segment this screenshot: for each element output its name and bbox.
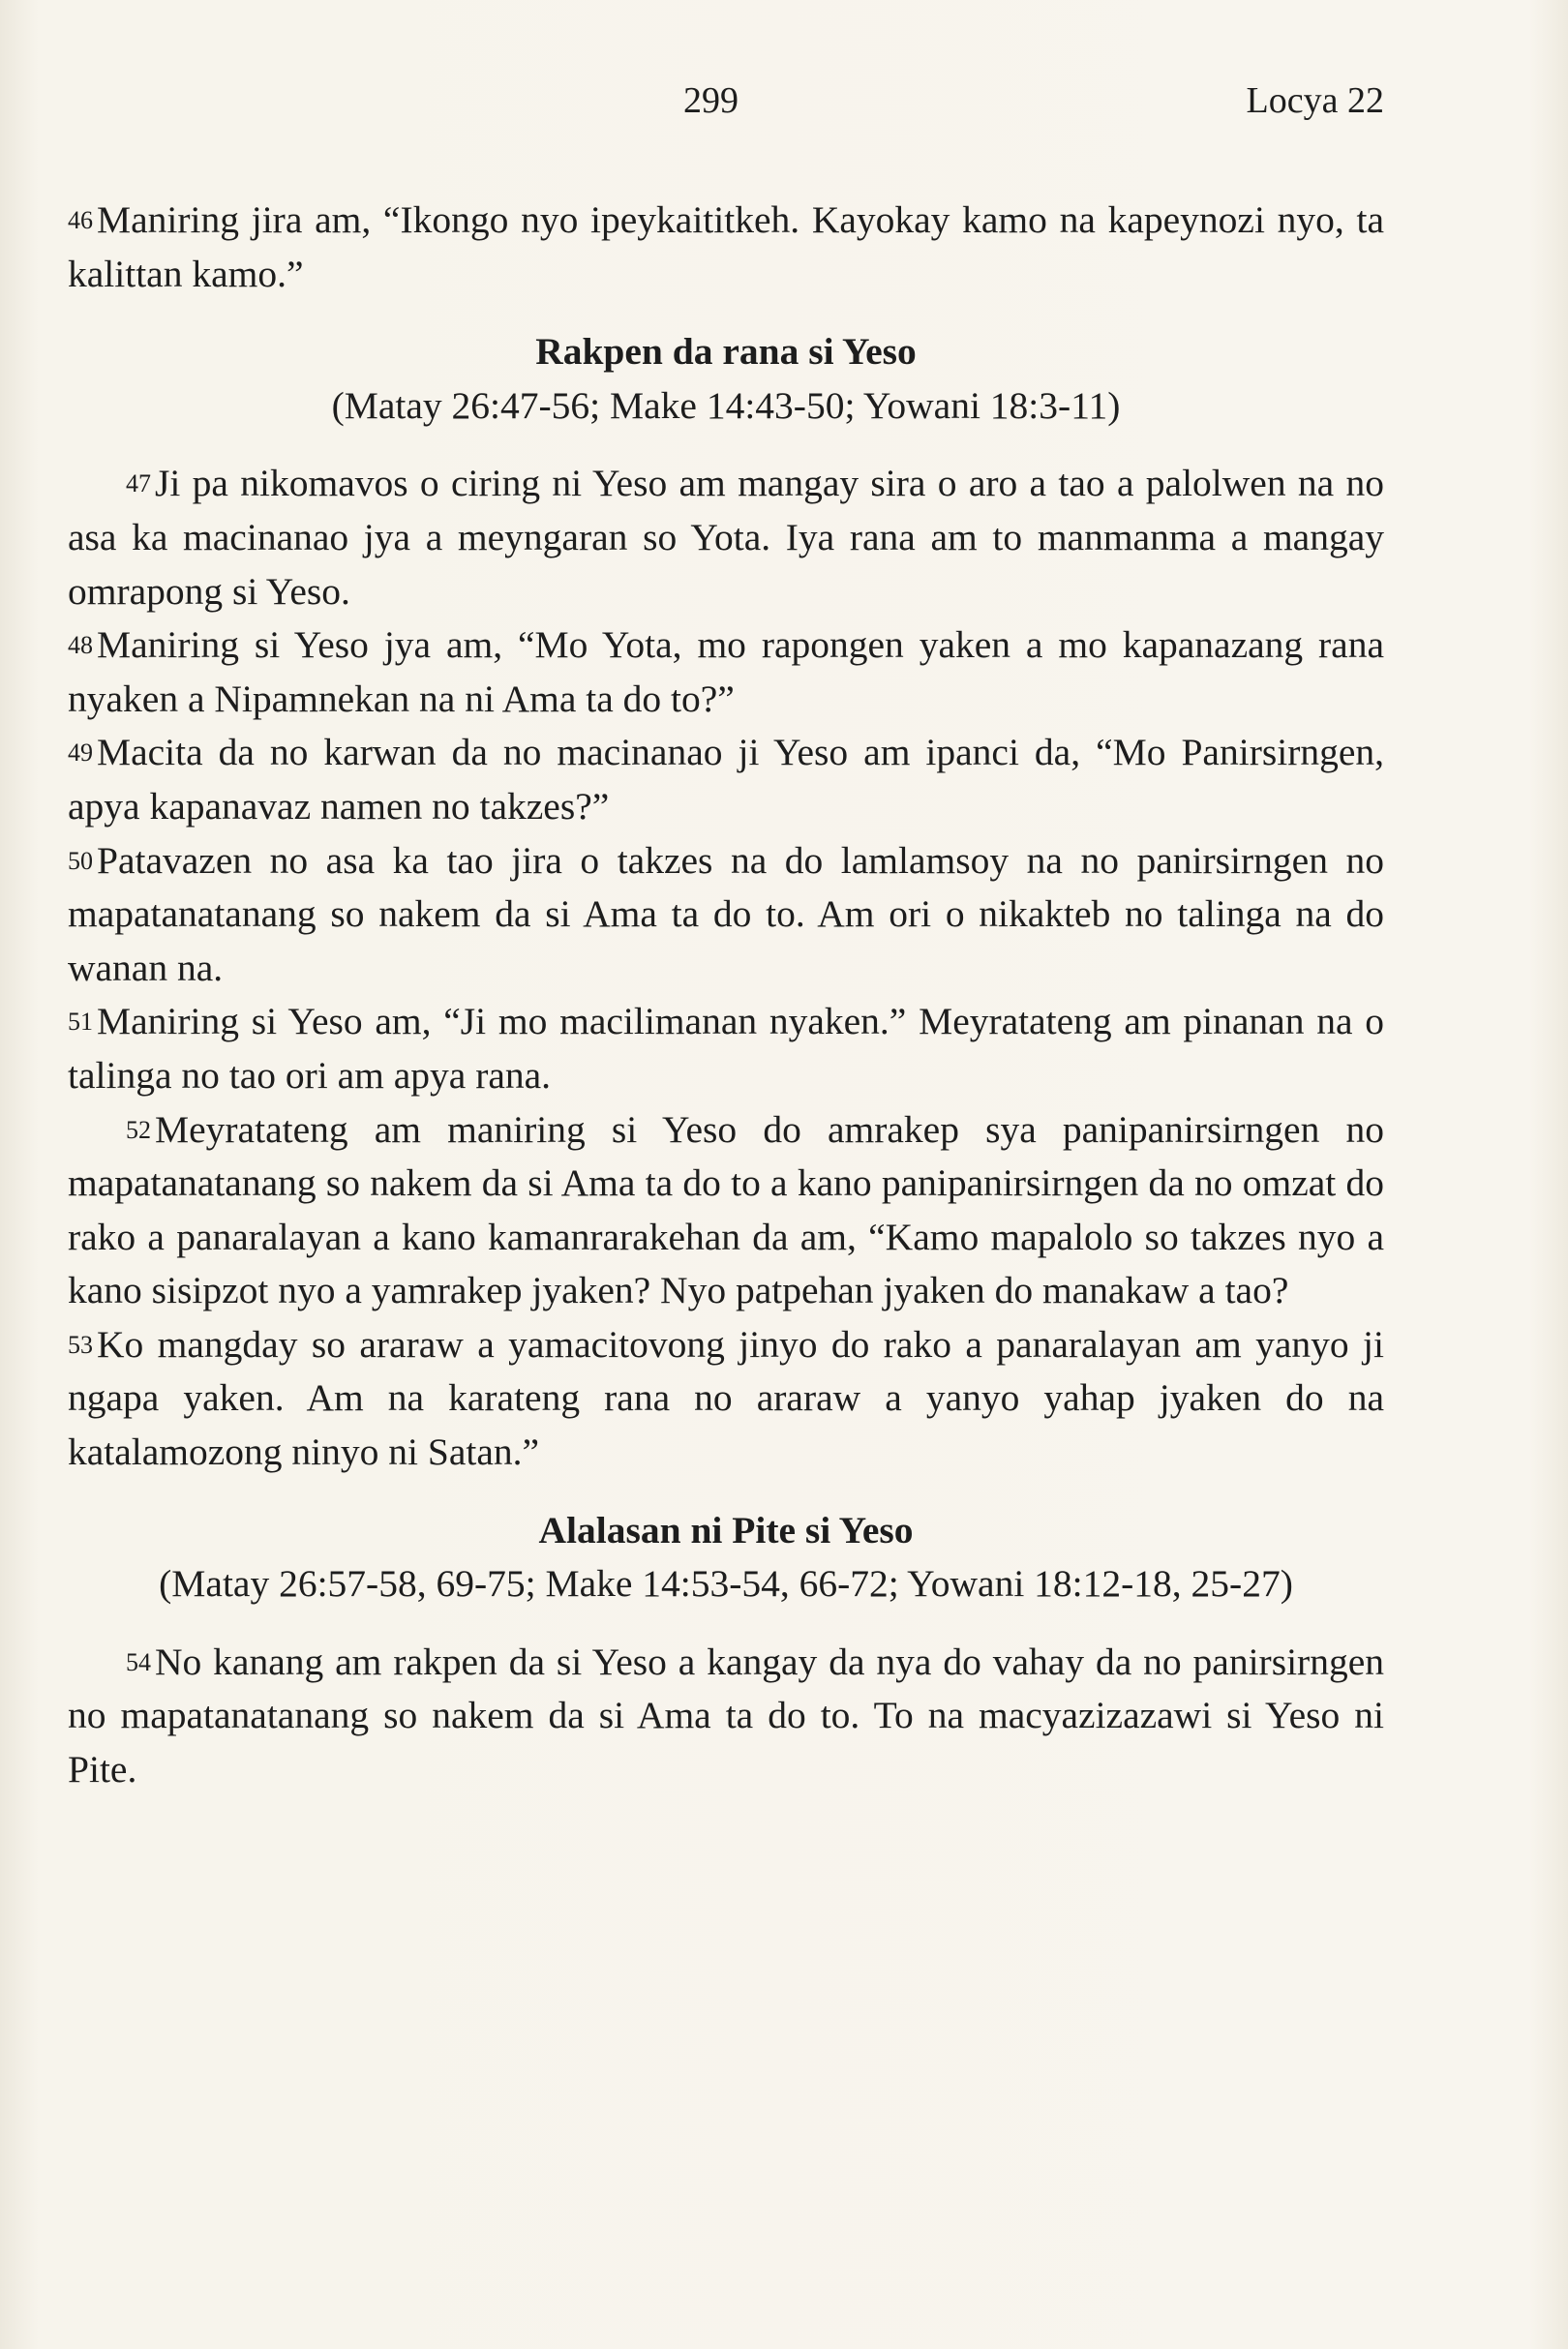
- section-heading: Alalasan ni Pite si Yeso: [538, 1508, 914, 1551]
- verse-number: 46: [68, 206, 93, 234]
- verse-text: Meyratateng am maniring si Yeso do amrakep sya panipanirsirngen no mapatanatanang so nakem da si Ama ta do to a kano panipanirsirngen da no omzat do rako a panaralayan a kano kamanrarakehan da am, “Kamo mapalolo so takzes nyo a kano sisipzot nyo a yamrakep jyaken? Nyo patpehan jyaken do manakaw a tao?: [68, 1107, 1384, 1312]
- verse-number: 52: [126, 1115, 151, 1144]
- verse-50: [68, 834, 1384, 996]
- verse-number: 50: [68, 846, 93, 875]
- verse-text: No kanang am rakpen da si Yeso a kangay da nya do vahay da no panirsirngen no mapatanatanang so nakem da si Ama ta do to. To na macyazizazawi si Yeso ni Pite.: [68, 1640, 1384, 1792]
- verse-51: [68, 995, 1384, 1102]
- verse-number: 54: [126, 1647, 151, 1676]
- section-heading: Rakpen da rana si Yeso: [535, 330, 917, 374]
- verse-number: 53: [68, 1330, 93, 1359]
- verse-text: Ko mangday so araraw a yamacitovong jinyo do rako a panaralayan am yanyo ji ngapa yaken. Am na karateng rana no araraw a yanyo yahap jyaken do na katalamozong ninyo ni Satan.”: [68, 1322, 1384, 1474]
- verse-52: [68, 1103, 1384, 1318]
- section-reference: (Matay 26:47-56; Make 14:43-50; Yowani 18:3-11): [331, 383, 1121, 427]
- verse-text: Maniring si Yeso am, “Ji mo macilimanan nyaken.” Meyratateng am pinanan na o talinga no tao ori am apya rana.: [68, 1000, 1384, 1097]
- verse-54: [68, 1636, 1384, 1797]
- verse-46: [68, 194, 1384, 301]
- page-header: [68, 79, 1384, 128]
- verse-48: [68, 618, 1384, 726]
- body-text: [68, 194, 1384, 1797]
- verse-number: 51: [68, 1008, 93, 1037]
- verse-49: [68, 726, 1384, 833]
- verse-text: Maniring si Yeso jya am, “Mo Yota, mo rapongen yaken a mo kapanazang rana nyaken a Nipamnekan na ni Ama ta do to?”: [68, 623, 1384, 720]
- verse-number: 49: [68, 738, 93, 768]
- verse-text: Macita da no karwan da no macinanao ji Yeso am ipanci da, “Mo Panirsirngen, apya kapanavaz namen no takzes?”: [68, 731, 1384, 828]
- verse-number: 47: [126, 469, 151, 498]
- running-head: Locya 22: [1246, 80, 1384, 121]
- verse-53: [68, 1318, 1384, 1480]
- verse-47: [68, 457, 1384, 618]
- section-reference: (Matay 26:57-58, 69-75; Make 14:53-54, 66-72; Yowani 18:12-18, 25-27): [159, 1562, 1293, 1606]
- verse-text: Patavazen no asa ka tao jira o takzes na do lamlamsoy na no panirsirngen no mapatanatanang so nakem da si Ama ta do to. Am ori o nikakteb no talinga na do wanan na.: [68, 838, 1384, 989]
- verse-text: Maniring jira am, “Ikongo nyo ipeykaititkeh. Kayokay kamo na kapeynozi nyo, ta kalittan kamo.”: [68, 198, 1384, 295]
- page-number: 299: [683, 80, 739, 121]
- verse-number: 48: [68, 631, 93, 660]
- verse-text: Ji pa nikomavos o ciring ni Yeso am mangay sira o aro a tao a palolwen na no asa ka macinanao jya a meyngaran so Yota. Iya rana am to manmanma a mangay omrapong si Yeso.: [68, 462, 1384, 613]
